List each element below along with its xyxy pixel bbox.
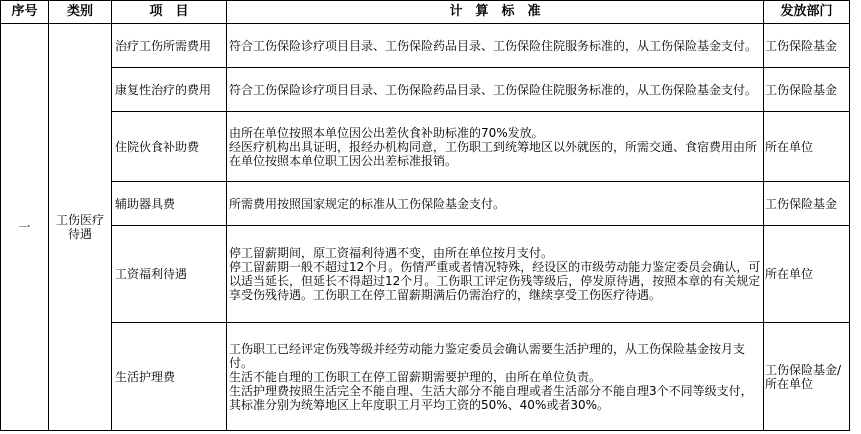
table-row — [1, 226, 850, 323]
standard-line: 符合工伤保险诊疗项目目录、工伤保险药品目录、工伤保险住院服务标准的，从工伤保险基金支付。 — [229, 38, 758, 53]
row-department: 工伤保险基金 — [764, 182, 850, 226]
header-row — [1, 1, 850, 24]
row-standard — [227, 68, 764, 112]
header-category: 类别 — [49, 1, 112, 24]
row-department: 所在单位 — [764, 112, 850, 182]
standard-line: 工伤职工已经评定伤残等级并经劳动能力鉴定委员会确认需要生活护理的，从工伤保险基金按月支付。 — [229, 341, 746, 370]
standard-line: 由所在单位按照本单位因公出差伙食补助标准的70%发放。 — [229, 125, 544, 140]
header-department: 发放部门 — [764, 1, 850, 24]
standard-line: 停工留薪期一般不超过12个月。伤情严重或者情况特殊，经设区的市级劳动能力鉴定委员会确认，可以适当延长，但延长不得超过12个月。工伤职工评定伤残等级后，停发原待遇，按照本章的有关规定享受伤残待遇。工伤职工在停工留薪期满后仍需治疗的，继续享受工伤医疗待遇。 — [229, 260, 761, 302]
row-standard — [227, 323, 764, 431]
standard-line: 生活护理费按照生活完全不能自理、生活大部分不能自理或者生活部分不能自理3个不同等级支付，其标准分别为统筹地区上年度职工月平均工资的50%、40%或者30%。 — [229, 383, 753, 412]
standard-line: 所需费用按照国家规定的标准从工伤保险基金支付。 — [229, 196, 506, 211]
row-department: 工伤保险基金/所在单位 — [764, 323, 850, 431]
row-item: 治疗工伤所需费用 — [112, 24, 227, 68]
row-standard — [227, 24, 764, 68]
standard-line: 经医疗机构出具证明，报经办机构同意，工伤职工到统筹地区以外就医的，所需交通、食宿费用由所在单位按照本单位职工因公出差标准报销。 — [229, 139, 758, 168]
header-index: 序号 — [1, 1, 49, 24]
standard-line: 符合工伤保险诊疗项目目录、工伤保险药品目录、工伤保险住院服务标准的，从工伤保险基金支付。 — [229, 82, 758, 97]
row-item: 工资福利待遇 — [112, 226, 227, 323]
group-index: 一 — [1, 24, 49, 431]
table-row — [1, 68, 850, 112]
header-standard: 计 算 标 准 — [227, 1, 764, 24]
standard-line: 停工留薪期间，原工资福利待遇不变，由所在单位按月支付。 — [229, 246, 554, 260]
row-item: 生活护理费 — [112, 323, 227, 431]
group-category: 工伤医疗待遇 — [49, 24, 112, 431]
row-department: 所在单位 — [764, 226, 850, 323]
table-row — [1, 24, 850, 68]
table-row — [1, 112, 850, 182]
row-item: 住院伙食补助费 — [112, 112, 227, 182]
row-item: 辅助器具费 — [112, 182, 227, 226]
row-department: 工伤保险基金 — [764, 68, 850, 112]
table-row — [1, 182, 850, 226]
header-item: 项 目 — [112, 1, 227, 24]
standard-line: 生活不能自理的工伤职工在停工留薪期需要护理的，由所在单位负责。 — [229, 369, 602, 384]
row-department: 工伤保险基金 — [764, 24, 850, 68]
row-item: 康复性治疗的费用 — [112, 68, 227, 112]
row-standard — [227, 226, 764, 323]
row-standard — [227, 112, 764, 182]
row-standard — [227, 182, 764, 226]
table-row — [1, 323, 850, 431]
